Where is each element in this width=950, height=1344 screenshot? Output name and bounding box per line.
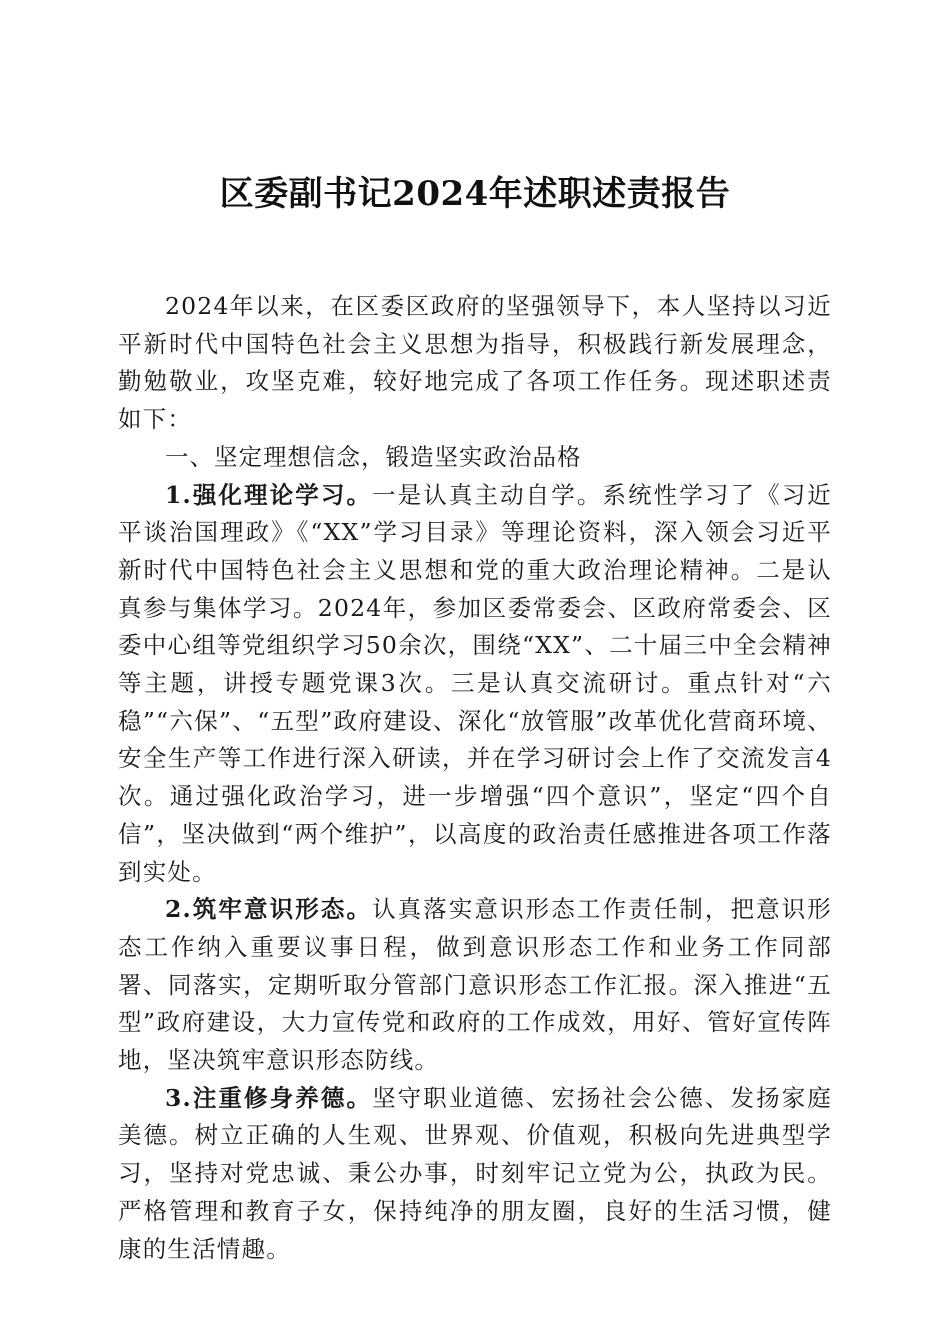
paragraph-lead: 1.强化理论学习。 <box>165 480 373 509</box>
document-body <box>118 288 832 1268</box>
body-paragraph <box>118 891 832 1080</box>
body-paragraph <box>118 477 832 892</box>
section-heading: 一、坚定理想信念，锻造坚实政治品格 <box>165 442 582 471</box>
intro-paragraph: 2024年以来，在区委区政府的坚强领导下，本人坚持以习近平新时代中国特色社会主义思想为指导，积极践行新发展理念，勤勉敬业，攻坚克难，较好地完成了各项工作任务。现述职述责如下： <box>118 292 832 434</box>
document-title: 区委副书记2024年述职述责报告 <box>219 174 731 214</box>
paragraph-text: 认真落实意识形态工作责任制，把意识形态工作纳入重要议事日程，做到意识形态工作和业务工作同部署、同落实，定期听取分管部门意识形态工作汇报。深入推进“五型”政府建设，大力宣传党和政府的工作成效，用好、管好宣传阵地，坚决筑牢意识形态防线。 <box>118 895 832 1075</box>
paragraph-text: 坚守职业道德、宏扬社会公德、发扬家庭美德。树立正确的人生观、世界观、价值观，积极向先进典型学习，坚持对党忠诚、秉公办事，时刻牢记立党为公，执政为民。严格管理和教育子女，保持纯净的朋友圈，良好的生活习惯，健康的生活情趣。 <box>118 1083 832 1263</box>
body-paragraph <box>118 1080 832 1269</box>
paragraph-lead: 3.注重修身养德。 <box>165 1083 373 1112</box>
paragraph-text: 一是认真主动自学。系统性学习了《习近平谈治国理政》《“XX”学习目录》等理论资料，深入领会习近平新时代中国特色社会主义思想和党的重大政治理论精神。二是认真参与集体学习。2024年，参加区委常委会、区政府常委会、区委中心组等党组织学习50余次，围绕“XX”、二十届三中全会精神等主题，讲授专题党课3次。三是认真交流研讨。重点针对“六稳”“六保”、“五型”政府建设、深化“放管服”改革优化营商环境、安全生产等工作进行深入研读，并在学习研讨会上作了交流发言4次。通过强化政治学习，进一步增强“四个意识”，坚定“四个自信”，坚决做到“两个维护”，以高度的政治责任感推进各项工作落到实处。 <box>118 480 832 886</box>
paragraph-lead: 2.筑牢意识形态。 <box>165 895 373 924</box>
